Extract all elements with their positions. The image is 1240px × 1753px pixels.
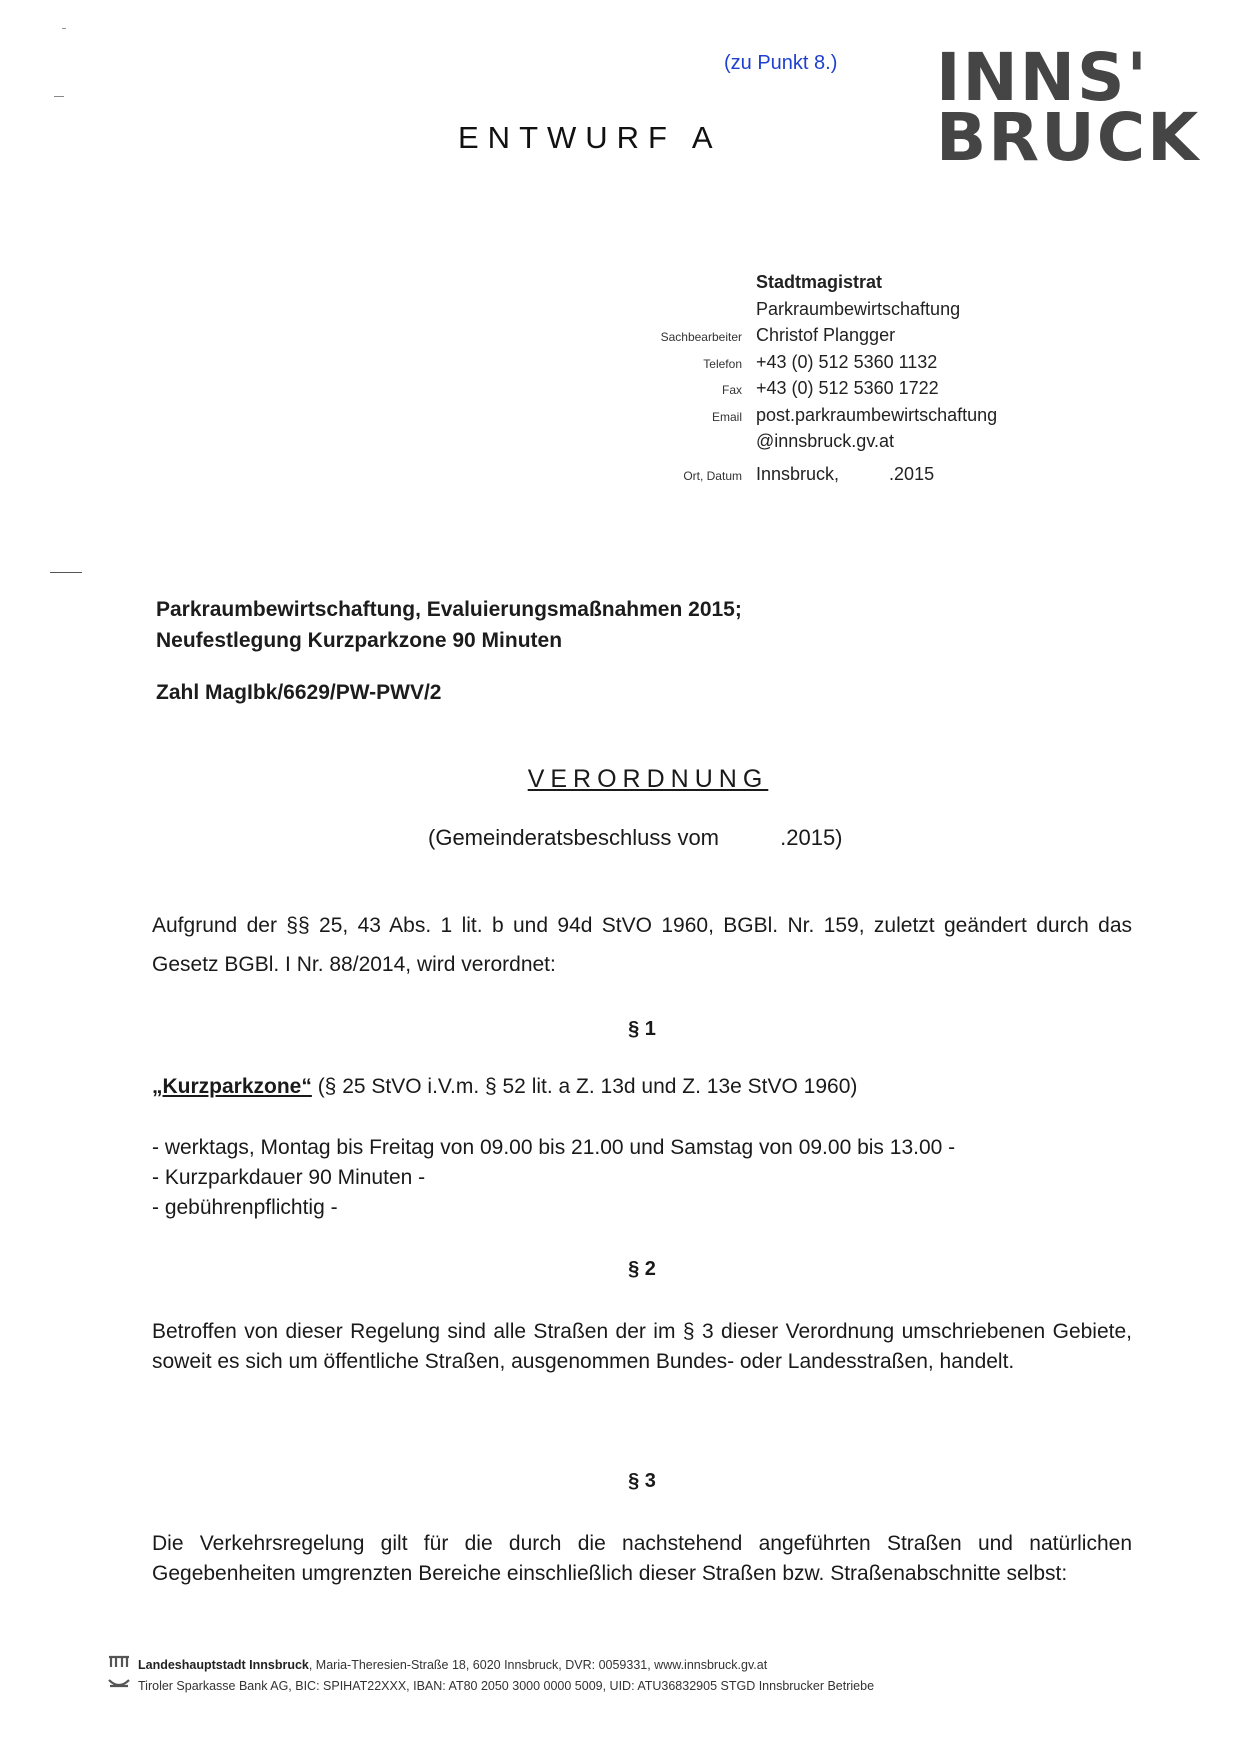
zone-term: „Kurzparkzone“	[152, 1075, 312, 1098]
clerk-name: Christof Plangger	[756, 325, 896, 345]
scan-mark	[62, 28, 66, 29]
footer-bank-details: Tiroler Sparkasse Bank AG, BIC: SPIHAT22XXX, IBAN: AT80 2050 3000 0000 5009, UID: ATU36832905 STGD Innsbrucker Betriebe	[138, 1679, 875, 1693]
scan-mark	[54, 96, 64, 97]
bridge-icon	[108, 1676, 138, 1697]
info-label: Fax	[721, 383, 742, 397]
zone-legal-reference: (§ 25 StVO i.V.m. § 52 lit. a Z. 13d und Z. 13e StVO 1960)	[311, 1075, 858, 1098]
footer-address: , Maria-Theresien-Straße 18, 6020 Innsbruck, DVR: 0059331, www.innsbruck.gv.at	[308, 1658, 768, 1672]
footer	[108, 1655, 874, 1697]
reference-number: Zahl MagIbk/6629/PW-PWV/2	[156, 681, 442, 704]
section-3-text: Die Verkehrsregelung gilt für die durch die nachstehend angeführten Straßen und natürlichen Gegebenheiten umgrenzten Bereiche einschließlich dieser Straßen bzw. Straßenabschnitte selbst:	[152, 1532, 1132, 1585]
draft-label: ENTWURF A	[458, 120, 722, 155]
subject-heading	[156, 594, 742, 656]
info-label: Ort, Datum	[683, 468, 742, 483]
council-resolution: (Gemeinderatsbeschluss vom .2015)	[428, 825, 843, 850]
logo-line-2: BRUCK	[936, 99, 1201, 176]
condition-item: - werktags, Montag bis Freitag von 09.00 bis 21.00 und Samstag von 09.00 bis 13.00 -	[152, 1136, 956, 1159]
section-2-heading: § 2	[628, 1258, 656, 1280]
fax-number: +43 (0) 512 5360 1722	[756, 378, 939, 398]
section-2-text: Betroffen von dieser Regelung sind alle Straßen der im § 3 dieser Verordnung umschriebenen Gebiete, soweit es sich um öffentliche Straßen, ausgenommen Bundes- oder Landesstraßen, handelt.	[152, 1320, 1132, 1373]
info-row	[592, 325, 997, 352]
ordinance-title: VERORDNUNG	[527, 765, 769, 793]
info-row	[592, 405, 997, 432]
innsbruck-logo	[936, 39, 1201, 176]
info-label: Telefon	[703, 356, 742, 371]
contact-info-block	[592, 272, 997, 490]
legal-basis-paragraph: Aufgrund der §§ 25, 43 Abs. 1 lit. b und 94d StVO 1960, BGBl. Nr. 159, zuletzt geändert durch das Gesetz BGBl. I Nr. 88/2014, wird verordnet:	[152, 914, 1132, 976]
footer-org: Landeshauptstadt Innsbruck	[138, 1658, 309, 1672]
info-row	[592, 352, 997, 379]
department-name: Stadtmagistrat	[756, 272, 883, 292]
info-row	[592, 431, 997, 458]
email-domain: @innsbruck.gv.at	[756, 431, 894, 451]
subject-line-2: Neufestlegung Kurzparkzone 90 Minuten	[156, 629, 563, 652]
short-term-parking-zone	[152, 1075, 857, 1099]
condition-item: - gebührenpflichtig -	[152, 1196, 338, 1219]
section-3-heading: § 3	[628, 1470, 656, 1492]
city-crest-icon	[108, 1655, 138, 1676]
email-address: post.parkraumbewirtschaftung	[756, 404, 998, 425]
condition-item: - Kurzparkdauer 90 Minuten -	[152, 1166, 426, 1189]
logo-line-1: INNS'	[936, 39, 1149, 116]
phone-number: +43 (0) 512 5360 1132	[756, 351, 938, 372]
info-label: Email	[711, 409, 742, 424]
zone-conditions	[152, 1133, 955, 1223]
section-1-heading: § 1	[628, 1018, 656, 1040]
unit-name: Parkraumbewirtschaftung	[756, 298, 961, 319]
agenda-reference: (zu Punkt 8.)	[724, 52, 838, 74]
info-row	[592, 378, 997, 405]
info-row	[592, 299, 997, 326]
fold-mark	[50, 572, 82, 573]
info-row	[592, 464, 997, 491]
place-date: Innsbruck, .2015	[756, 463, 935, 484]
info-label: Sachbearbeiter	[660, 330, 742, 344]
subject-line-1: Parkraumbewirtschaftung, Evaluierungsmaßnahmen 2015;	[156, 598, 742, 621]
info-row	[592, 272, 997, 299]
